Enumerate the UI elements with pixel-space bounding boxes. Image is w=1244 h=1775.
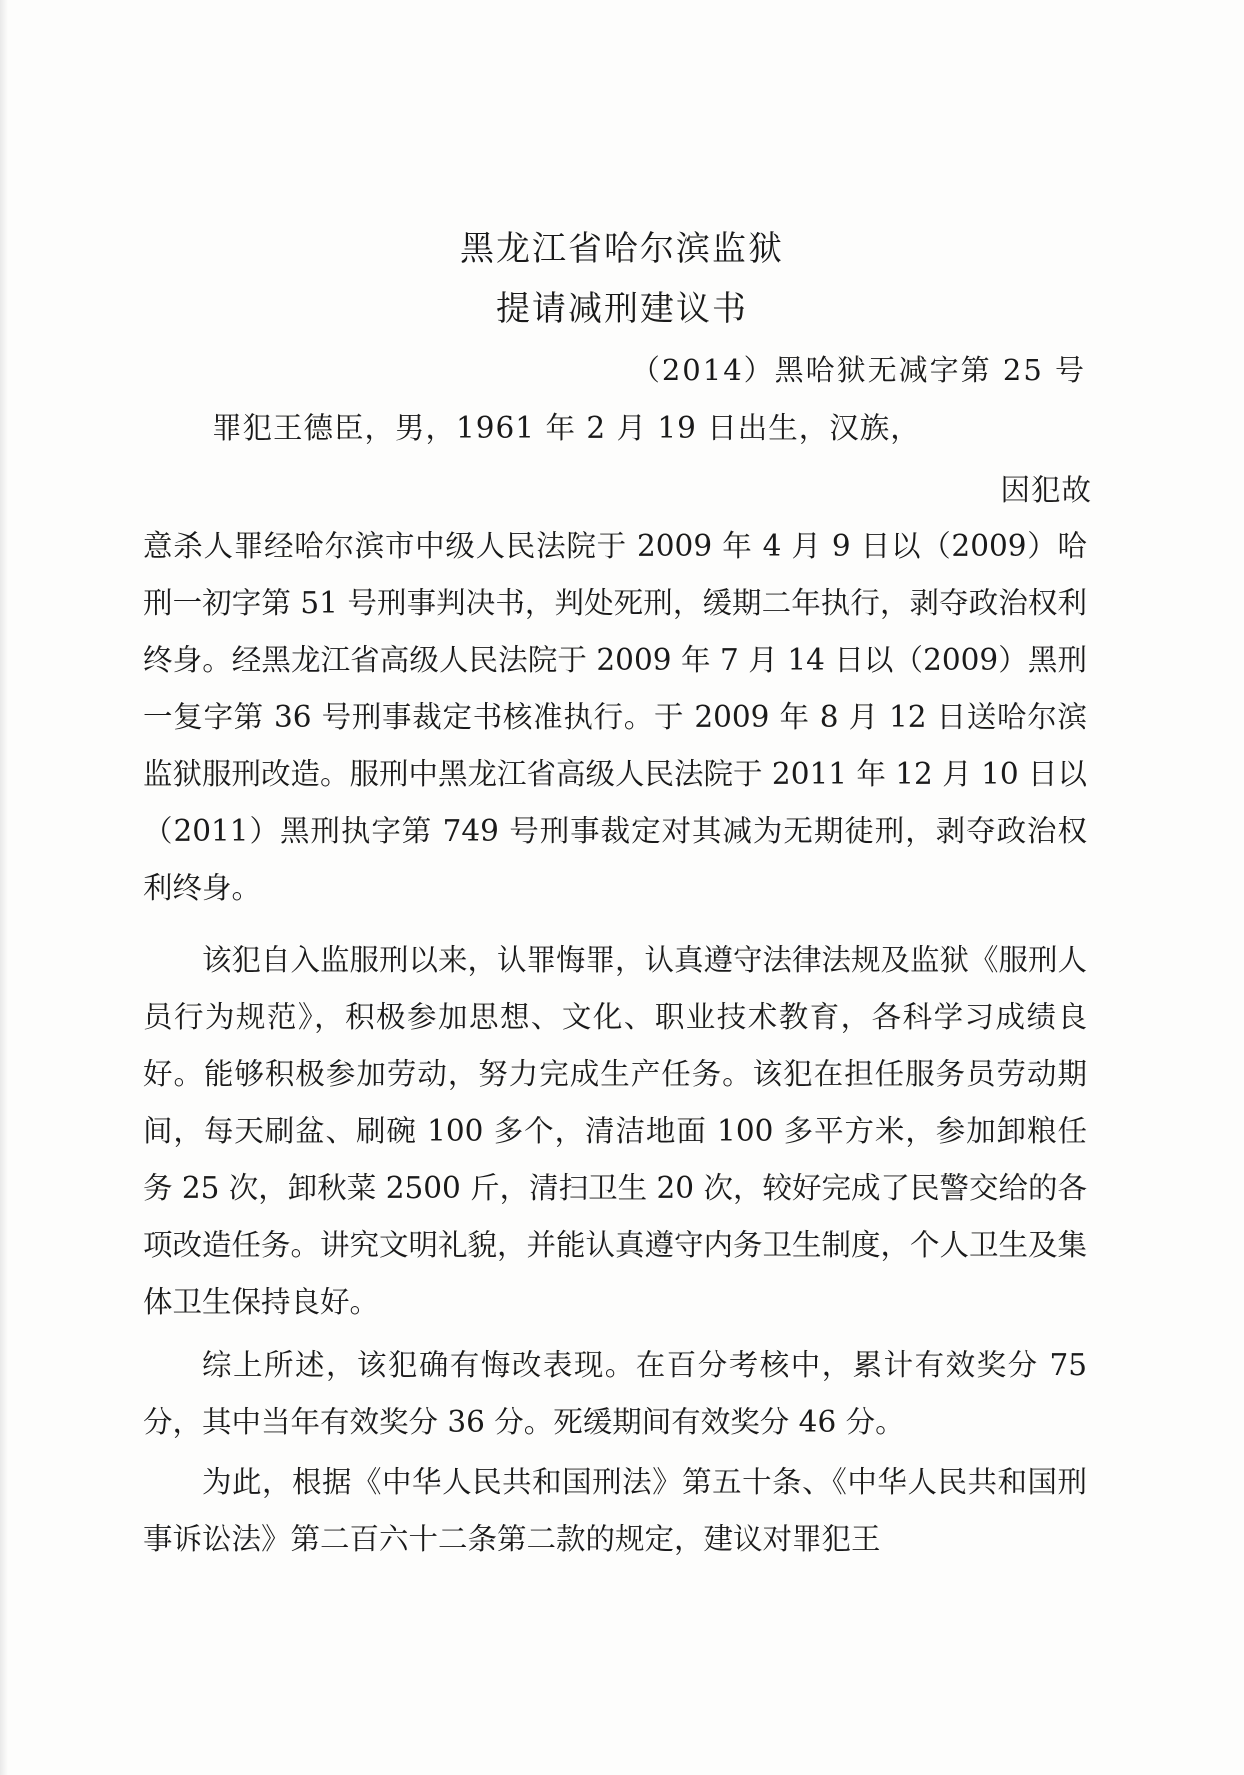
- inmate-intro: 罪犯王德臣，男，1961 年 2 月 19 日出生，汉族，: [212, 411, 921, 445]
- conduct-paragraph: 该犯自入监服刑以来，认罪悔罪，认真遵守法律法规及监狱《服刑人员行为规范》，积极参加思想、文化、职业技术教育，各科学习成绩良好。能够积极参加劳动，努力完成生产任务。该犯在担任服务员劳动期间，每天刷盆、刷碗 100 多个，清洁地面 100 多平方米，参加卸粮任务 25 次，卸秋菜 2500 斤，清扫卫生 20 次，较好完成了民警交给的各项改造任务。讲究文明礼貌，并能认真遵守内务卫生制度，个人卫生及集体卫生保持良好。: [143, 943, 1088, 1319]
- sentence-history-paragraph: 意杀人罪经哈尔滨市中级人民法院于 2009 年 4 月 9 日以（2009）哈刑一初字第 51 号刑事判决书，判处死刑，缓期二年执行，剥夺政治权利终身。经黑龙江省高级人民法院于 2009 年 7 月 14 日以（2009）黑刑一复字第 36 号刑事裁定书核准执行。于 2009 年 8 月 12 日送哈尔滨监狱服刑改造。服刑中黑龙江省高级人民法院于 2011 年 12 月 10 日以（2011）黑刑执字第 749 号刑事裁定对其减为无期徒刑，剥夺政治权利终身。: [143, 529, 1087, 905]
- document-title-type: 提请减刑建议书: [496, 289, 748, 329]
- summary-paragraph: 综上所述，该犯确有悔改表现。在百分考核中，累计有效奖分 75 分，其中当年有效奖分 36 分。死缓期间有效奖分 46 分。: [143, 1348, 1087, 1439]
- document-title-institution: 黑龙江省哈尔滨监狱: [460, 229, 784, 269]
- legal-basis-paragraph: 为此，根据《中华人民共和国刑法》第五十条、《中华人民共和国刑事诉讼法》第二百六十二条第二款的规定，建议对罪犯王: [143, 1465, 1087, 1556]
- scan-shadow: [0, 0, 8, 1775]
- document-number: （2014）黑哈狱无减字第 25 号: [630, 353, 1086, 387]
- crime-cause-start: 因犯故: [1000, 473, 1092, 507]
